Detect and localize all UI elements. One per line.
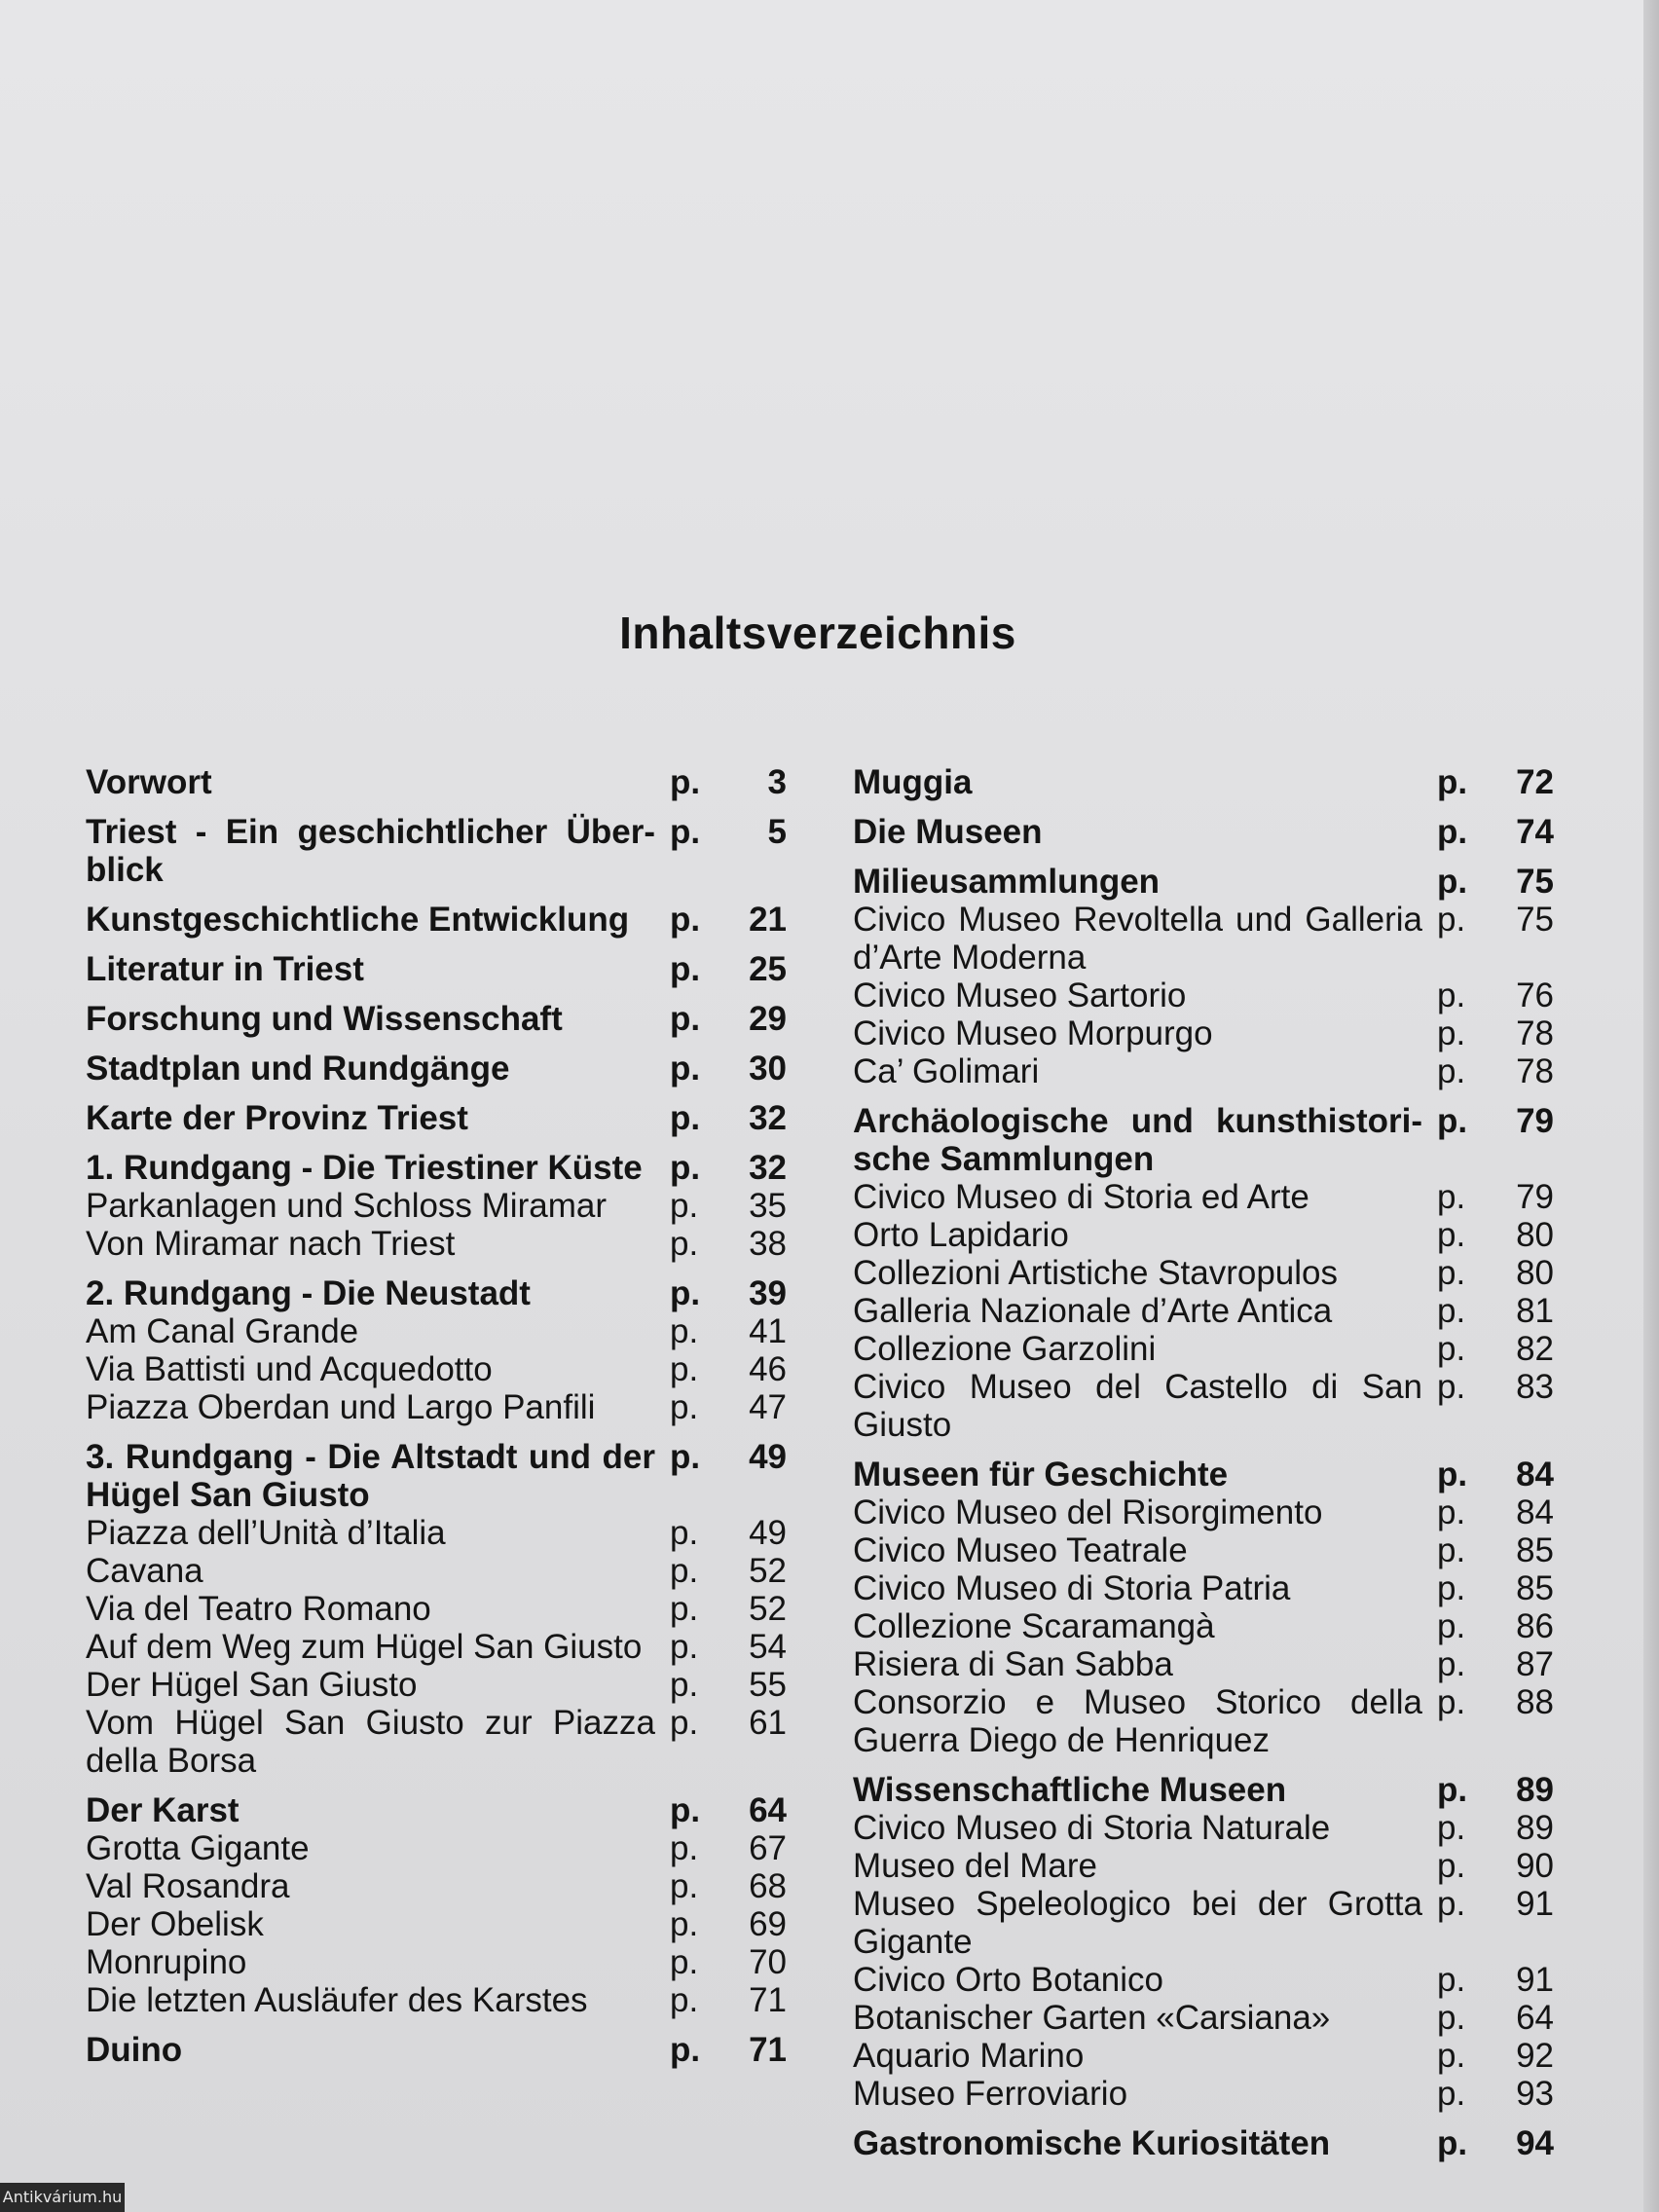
toc-entry xyxy=(853,1809,1554,1847)
toc-entry-title: Duino xyxy=(86,2031,183,2069)
toc-left-column xyxy=(86,763,787,2069)
toc-entry-title: Milieusammlungen xyxy=(853,863,1161,901)
toc-page-number: 21 xyxy=(749,901,787,939)
toc-entry xyxy=(853,977,1554,1014)
toc-page-number: 54 xyxy=(749,1628,787,1666)
toc-entry xyxy=(86,1350,787,1388)
toc-entry xyxy=(853,1456,1554,1493)
toc-entry xyxy=(86,1274,787,1312)
toc-page-number: 79 xyxy=(1516,1178,1554,1216)
toc-entry-title: 2. Rundgang - Die Neustadt xyxy=(86,1274,531,1312)
toc-page-prefix: p. xyxy=(670,1099,701,1137)
toc-page-number: 3 xyxy=(767,763,787,801)
toc-page-prefix: p. xyxy=(670,813,701,851)
toc-entry-title: Piazza Oberdan und Largo Panfili xyxy=(86,1388,596,1426)
toc-page-number: 41 xyxy=(749,1312,787,1350)
toc-entry-title: Galleria Nazionale d’Arte Antica xyxy=(853,1292,1333,1330)
toc-page-prefix: p. xyxy=(1437,1809,1466,1847)
toc-page-prefix: p. xyxy=(670,950,701,988)
toc-entry xyxy=(86,1438,787,1514)
toc-page-prefix: p. xyxy=(670,1274,701,1312)
toc-entry xyxy=(853,813,1554,851)
toc-entry-title: Civico Museo del Castello di San Giusto xyxy=(853,1368,1422,1444)
toc-page-prefix: p. xyxy=(1437,1102,1468,1140)
toc-entry-title: Wissenschaftliche Museen xyxy=(853,1771,1287,1809)
toc-page-number: 76 xyxy=(1516,977,1554,1014)
toc-entry xyxy=(853,1178,1554,1216)
toc-page-number: 92 xyxy=(1516,2037,1554,2075)
toc-page-prefix: p. xyxy=(1437,1999,1466,2037)
toc-entry-title: Parkanlagen und Schloss Miramar xyxy=(86,1187,607,1225)
toc-page-prefix: p. xyxy=(1437,1330,1466,1368)
toc-page-prefix: p. xyxy=(1437,2037,1466,2075)
toc-entry xyxy=(86,763,787,801)
toc-page-prefix: p. xyxy=(1437,1493,1466,1531)
toc-page-prefix: p. xyxy=(1437,1254,1466,1292)
toc-page-prefix: p. xyxy=(670,901,701,939)
toc-page-prefix: p. xyxy=(1437,1771,1468,1809)
toc-entry xyxy=(853,1885,1554,1961)
toc-page-number: 88 xyxy=(1516,1683,1554,1721)
toc-entry-title: Vom Hügel San Giusto zur Piazza della Borsa xyxy=(86,1704,655,1780)
toc-entry xyxy=(853,1052,1554,1090)
toc-entry xyxy=(86,1666,787,1704)
toc-page-prefix: p. xyxy=(1437,1368,1466,1406)
toc-entry xyxy=(86,1225,787,1263)
toc-page-prefix: p. xyxy=(670,1829,699,1867)
toc-page-number: 35 xyxy=(749,1187,787,1225)
toc-page-prefix: p. xyxy=(1437,977,1466,1014)
toc-right-column xyxy=(853,763,1554,2162)
toc-page-prefix: p. xyxy=(1437,1456,1468,1493)
toc-page-number: 72 xyxy=(1516,763,1554,801)
toc-entry xyxy=(86,1590,787,1628)
toc-page-number: 79 xyxy=(1516,1102,1554,1140)
toc-entry-title: Museo del Mare xyxy=(853,1847,1097,1885)
toc-page-prefix: p. xyxy=(670,1050,701,1088)
toc-page-prefix: p. xyxy=(1437,1885,1466,1923)
toc-page-number: 89 xyxy=(1516,1809,1554,1847)
toc-entry-title: Via Battisti und Acquedotto xyxy=(86,1350,493,1388)
toc-page-number: 75 xyxy=(1516,863,1554,901)
toc-page-prefix: p. xyxy=(670,1225,699,1263)
toc-page-prefix: p. xyxy=(670,1149,701,1187)
toc-page-prefix: p. xyxy=(670,1867,699,1905)
toc-entry xyxy=(86,1552,787,1590)
toc-page-prefix: p. xyxy=(1437,2124,1468,2162)
toc-page-prefix: p. xyxy=(1437,813,1468,851)
toc-page-prefix: p. xyxy=(670,1350,699,1388)
toc-entry-title: Civico Museo di Storia Patria xyxy=(853,1569,1291,1607)
toc-entry xyxy=(853,1368,1554,1444)
toc-page-prefix: p. xyxy=(1437,1645,1466,1683)
toc-page-prefix: p. xyxy=(1437,863,1468,901)
toc-entry-title: Civico Museo di Storia Naturale xyxy=(853,1809,1331,1847)
toc-page-number: 91 xyxy=(1516,1885,1554,1923)
toc-entry xyxy=(86,901,787,939)
toc-entry xyxy=(853,2075,1554,2113)
toc-entry-title: Civico Museo Sartorio xyxy=(853,977,1187,1014)
toc-entry xyxy=(86,1099,787,1137)
toc-page-number: 64 xyxy=(749,1791,787,1829)
toc-entry-title: Die Museen xyxy=(853,813,1043,851)
toc-entry xyxy=(853,1531,1554,1569)
toc-entry-title: Collezione Garzolini xyxy=(853,1330,1157,1368)
toc-entry-title: Consorzio e Museo Storico della Guerra Diego de Henriquez xyxy=(853,1683,1422,1759)
toc-page-number: 80 xyxy=(1516,1254,1554,1292)
toc-entry-title: Museo Ferroviario xyxy=(853,2075,1128,2113)
toc-page-number: 67 xyxy=(749,1829,787,1867)
toc-entry xyxy=(853,2124,1554,2162)
toc-page-prefix: p. xyxy=(670,1791,701,1829)
toc-entry xyxy=(86,1867,787,1905)
toc-page-number: 61 xyxy=(749,1704,787,1742)
toc-entry-title: Gastronomische Kuriositäten xyxy=(853,2124,1331,2162)
toc-page-prefix: p. xyxy=(670,2031,701,2069)
toc-page-prefix: p. xyxy=(1437,1014,1466,1052)
toc-entry-title: Stadtplan und Rundgänge xyxy=(86,1050,510,1088)
toc-page-number: 78 xyxy=(1516,1052,1554,1090)
toc-entry-title: 3. Rundgang - Die Altstadt und der Hügel San Giusto xyxy=(86,1438,655,1514)
toc-entry xyxy=(853,1014,1554,1052)
toc-entry xyxy=(853,1645,1554,1683)
toc-entry-title: Triest - Ein geschichtlicher Überblick xyxy=(86,813,655,889)
toc-entry-title: Vorwort xyxy=(86,763,212,801)
toc-page-number: 80 xyxy=(1516,1216,1554,1254)
toc-page-number: 55 xyxy=(749,1666,787,1704)
page-title: Inhaltsverzeichnis xyxy=(619,607,1016,658)
toc-page-number: 85 xyxy=(1516,1531,1554,1569)
toc-page-prefix: p. xyxy=(1437,1531,1466,1569)
toc-page-number: 81 xyxy=(1516,1292,1554,1330)
toc-entry-title: Grotta Gigante xyxy=(86,1829,310,1867)
toc-entry-title: Forschung und Wissenschaft xyxy=(86,1000,563,1038)
toc-page-number: 64 xyxy=(1516,1999,1554,2037)
toc-page-number: 84 xyxy=(1516,1493,1554,1531)
watermark: Antikvárium.hu xyxy=(0,2183,125,2212)
toc-entry-title: Collezioni Artistiche Stavropulos xyxy=(853,1254,1339,1292)
toc-entry xyxy=(86,1628,787,1666)
toc-page-number: 69 xyxy=(749,1905,787,1943)
toc-entry xyxy=(86,1943,787,1981)
toc-entry xyxy=(853,1493,1554,1531)
toc-entry xyxy=(86,2031,787,2069)
toc-page-number: 75 xyxy=(1516,901,1554,939)
toc-page-number: 90 xyxy=(1516,1847,1554,1885)
toc-page-number: 52 xyxy=(749,1552,787,1590)
toc-entry xyxy=(86,1388,787,1426)
toc-entry-title: Civico Museo Morpurgo xyxy=(853,1014,1213,1052)
toc-entry-title: Museen für Geschichte xyxy=(853,1456,1229,1493)
toc-page-number: 89 xyxy=(1516,1771,1554,1809)
toc-entry-title: Civico Museo Teatrale xyxy=(853,1531,1188,1569)
toc-entry-title: Am Canal Grande xyxy=(86,1312,359,1350)
toc-page-number: 78 xyxy=(1516,1014,1554,1052)
toc-page-prefix: p. xyxy=(1437,1607,1466,1645)
toc-entry-title: Archäologische und kunsthistorische Sammlungen xyxy=(853,1102,1422,1178)
toc-page-number: 5 xyxy=(767,813,787,851)
toc-page-prefix: p. xyxy=(670,1187,699,1225)
toc-page-prefix: p. xyxy=(670,1628,699,1666)
toc-page-prefix: p. xyxy=(1437,1847,1466,1885)
toc-entry xyxy=(853,1330,1554,1368)
toc-page-number: 52 xyxy=(749,1590,787,1628)
toc-entry-title: Karte der Provinz Triest xyxy=(86,1099,468,1137)
toc-page-number: 71 xyxy=(749,1981,787,2019)
toc-entry-title: Von Miramar nach Triest xyxy=(86,1225,456,1263)
toc-entry xyxy=(853,1216,1554,1254)
toc-entry xyxy=(853,1102,1554,1178)
toc-page-prefix: p. xyxy=(670,1552,699,1590)
toc-page-number: 25 xyxy=(749,950,787,988)
toc-entry-title: Collezione Scaramangà xyxy=(853,1607,1215,1645)
toc-page-number: 29 xyxy=(749,1000,787,1038)
toc-page-number: 87 xyxy=(1516,1645,1554,1683)
toc-entry xyxy=(853,1999,1554,2037)
toc-page-prefix: p. xyxy=(1437,1178,1466,1216)
toc-page-prefix: p. xyxy=(670,1514,699,1552)
toc-entry-title: Via del Teatro Romano xyxy=(86,1590,431,1628)
toc-page-prefix: p. xyxy=(1437,1292,1466,1330)
toc-page-prefix: p. xyxy=(670,1590,699,1628)
toc-entry-title: Auf dem Weg zum Hügel San Giusto xyxy=(86,1628,643,1666)
toc-entry-title: Literatur in Triest xyxy=(86,950,364,988)
toc-page-number: 84 xyxy=(1516,1456,1554,1493)
toc-page-number: 68 xyxy=(749,1867,787,1905)
toc-entry xyxy=(86,1050,787,1088)
toc-page-prefix: p. xyxy=(1437,763,1468,801)
toc-entry xyxy=(853,763,1554,801)
toc-page-prefix: p. xyxy=(670,1312,699,1350)
toc-page-number: 70 xyxy=(749,1943,787,1981)
toc-entry xyxy=(86,1981,787,2019)
toc-entry xyxy=(853,863,1554,901)
toc-entry-title: Die letzten Ausläufer des Karstes xyxy=(86,1981,588,2019)
toc-page-prefix: p. xyxy=(1437,1683,1466,1721)
toc-page-number: 83 xyxy=(1516,1368,1554,1406)
toc-page-number: 85 xyxy=(1516,1569,1554,1607)
toc-page-number: 49 xyxy=(749,1514,787,1552)
toc-entry-title: Kunstgeschichtliche Entwicklung xyxy=(86,901,630,939)
toc-entry xyxy=(853,1847,1554,1885)
toc-page-number: 30 xyxy=(749,1050,787,1088)
toc-page-number: 86 xyxy=(1516,1607,1554,1645)
toc-page-prefix: p. xyxy=(670,1000,701,1038)
toc-entry xyxy=(853,901,1554,977)
toc-page-prefix: p. xyxy=(1437,2075,1466,2113)
toc-page-prefix: p. xyxy=(670,763,701,801)
toc-page-prefix: p. xyxy=(1437,1052,1466,1090)
toc-entry xyxy=(86,813,787,889)
toc-page-prefix: p. xyxy=(670,1943,699,1981)
toc-page-number: 47 xyxy=(749,1388,787,1426)
toc-entry-title: Monrupino xyxy=(86,1943,247,1981)
toc-page-number: 71 xyxy=(749,2031,787,2069)
toc-entry-title: Piazza dell’Unità d’Italia xyxy=(86,1514,446,1552)
toc-page-prefix: p. xyxy=(670,1905,699,1943)
toc-page-prefix: p. xyxy=(1437,1569,1466,1607)
toc-entry-title: Civico Orto Botanico xyxy=(853,1961,1164,1999)
toc-entry xyxy=(853,1607,1554,1645)
toc-entry xyxy=(86,1514,787,1552)
toc-entry xyxy=(86,1187,787,1225)
toc-entry-title: Botanischer Garten «Carsiana» xyxy=(853,1999,1331,2037)
toc-page-number: 39 xyxy=(749,1274,787,1312)
toc-entry xyxy=(86,950,787,988)
toc-entry xyxy=(86,1791,787,1829)
toc-entry-title: Ca’ Golimari xyxy=(853,1052,1040,1090)
toc-entry xyxy=(853,1569,1554,1607)
toc-entry-title: Orto Lapidario xyxy=(853,1216,1069,1254)
toc-entry-title: Risiera di San Sabba xyxy=(853,1645,1173,1683)
toc-entry xyxy=(86,1312,787,1350)
toc-page-number: 46 xyxy=(749,1350,787,1388)
toc-page-prefix: p. xyxy=(670,1666,699,1704)
toc-entry-title: Val Rosandra xyxy=(86,1867,290,1905)
toc-entry-title: Civico Museo del Risorgimento xyxy=(853,1493,1323,1531)
toc-page-prefix: p. xyxy=(670,1438,701,1476)
toc-entry xyxy=(853,1292,1554,1330)
toc-entry-title: Der Hügel San Giusto xyxy=(86,1666,418,1704)
toc-page-prefix: p. xyxy=(1437,1961,1466,1999)
toc-page-prefix: p. xyxy=(670,1981,699,2019)
toc-page-prefix: p. xyxy=(670,1388,699,1426)
toc-page-number: 82 xyxy=(1516,1330,1554,1368)
toc-entry xyxy=(853,1961,1554,1999)
toc-page-prefix: p. xyxy=(670,1704,699,1742)
toc-entry xyxy=(853,1771,1554,1809)
toc-entry xyxy=(86,1149,787,1187)
toc-entry xyxy=(853,1254,1554,1292)
toc-page-number: 74 xyxy=(1516,813,1554,851)
toc-page-prefix: p. xyxy=(1437,901,1466,939)
toc-entry-title: 1. Rundgang - Die Triestiner Küste xyxy=(86,1149,643,1187)
page-edge xyxy=(1643,0,1659,2212)
toc-page-prefix: p. xyxy=(1437,1216,1466,1254)
toc-entry xyxy=(86,1000,787,1038)
toc-entry-title: Der Obelisk xyxy=(86,1905,264,1943)
toc-entry-title: Cavana xyxy=(86,1552,203,1590)
toc-entry xyxy=(86,1704,787,1780)
toc-entry xyxy=(853,1683,1554,1759)
toc-entry-title: Aquario Marino xyxy=(853,2037,1085,2075)
toc-entry xyxy=(86,1905,787,1943)
toc-entry-title: Der Karst xyxy=(86,1791,240,1829)
toc-entry xyxy=(853,2037,1554,2075)
toc-page-number: 91 xyxy=(1516,1961,1554,1999)
toc-entry-title: Civico Museo Revoltella und Galleria d’Arte Moderna xyxy=(853,901,1422,977)
toc-page-number: 38 xyxy=(749,1225,787,1263)
toc-page-number: 49 xyxy=(749,1438,787,1476)
toc-page-number: 32 xyxy=(749,1149,787,1187)
toc-entry-title: Museo Speleologico bei der Grotta Gigante xyxy=(853,1885,1422,1961)
toc-entry-title: Muggia xyxy=(853,763,973,801)
toc-entry-title: Civico Museo di Storia ed Arte xyxy=(853,1178,1309,1216)
toc-entry xyxy=(86,1829,787,1867)
toc-page-number: 94 xyxy=(1516,2124,1554,2162)
toc-page-number: 32 xyxy=(749,1099,787,1137)
toc-page-number: 93 xyxy=(1516,2075,1554,2113)
